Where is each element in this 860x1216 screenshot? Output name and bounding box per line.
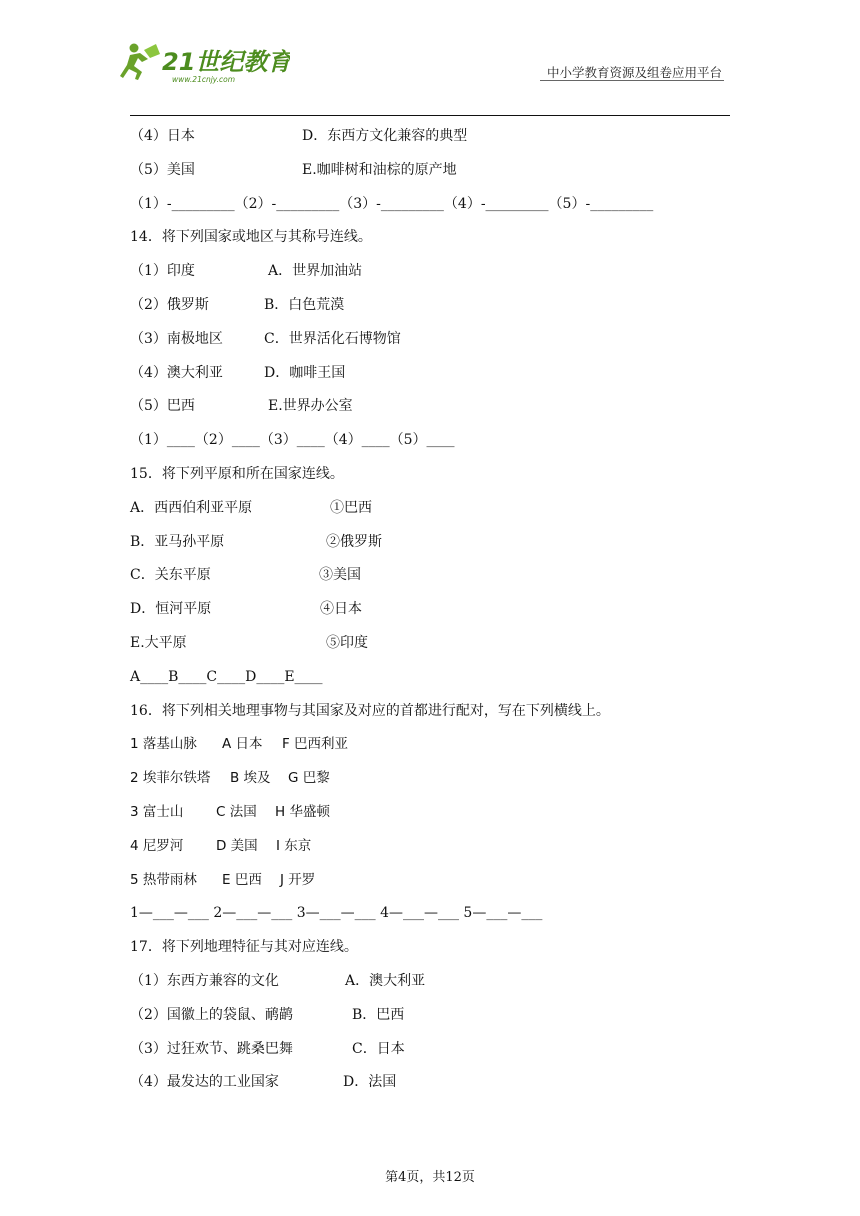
q15-row-a-right: ①巴西 bbox=[330, 499, 372, 516]
q13-row-4-left: （4）日本 bbox=[130, 128, 195, 144]
q16-title bbox=[130, 695, 730, 729]
q14-row-1-left: （1）印度 bbox=[130, 263, 195, 280]
q15-row-b bbox=[130, 526, 730, 560]
q15-row-c bbox=[130, 559, 730, 593]
q16-row-4 bbox=[130, 830, 730, 864]
q15-row-a-left: A．西西伯利亚平原 bbox=[130, 499, 253, 516]
q13-row-4 bbox=[130, 120, 730, 154]
q17-row-3-left: （3）过狂欢节、跳桑巴舞 bbox=[130, 1040, 293, 1057]
q16-row-5-capital: J 开罗 bbox=[280, 871, 316, 888]
q13-row-5-left: （5）美国 bbox=[130, 161, 195, 178]
svg-text:www.21cnjy.com: www.21cnjy.com bbox=[172, 75, 236, 84]
q16-answer-text: 1—___—___ 2—___—___ 3—___—___ 4—___—___ 5—___—___ bbox=[130, 905, 543, 922]
site-logo bbox=[120, 40, 290, 86]
q16-row-1-country: A 日本 bbox=[222, 736, 263, 753]
q14-row-5 bbox=[130, 390, 730, 424]
q14-row-3 bbox=[130, 323, 730, 357]
q16-row-1-capital: F 巴西利亚 bbox=[282, 736, 349, 753]
runner-logo-icon bbox=[120, 40, 290, 86]
q15-row-a bbox=[130, 492, 730, 526]
q16-row-5-item: 5 热带雨林 bbox=[130, 871, 197, 888]
q14-row-2-right: B．白色荒漠 bbox=[264, 296, 345, 313]
q14-title-text: 14．将下列国家或地区与其称号连线。 bbox=[130, 229, 372, 246]
q15-answer-text: A____B____C____D____E____ bbox=[130, 668, 323, 685]
q13-row-5-right: E.咖啡树和油棕的原产地 bbox=[302, 161, 457, 178]
q16-row-4-country: D 美国 bbox=[216, 837, 258, 854]
q15-row-b-left: B．亚马孙平原 bbox=[130, 533, 225, 550]
q13-answer-line bbox=[130, 188, 730, 222]
q14-row-3-right: C．世界活化石博物馆 bbox=[264, 330, 401, 347]
page-footer: 第4页，共12页 bbox=[385, 1170, 475, 1185]
site-name: 中小学教育资源及组卷应用平台 bbox=[546, 65, 722, 80]
q14-row-3-left: （3）南极地区 bbox=[130, 330, 223, 347]
q16-answer-line bbox=[130, 897, 730, 931]
q16-row-1 bbox=[130, 728, 730, 762]
q17-row-4-right: D．法国 bbox=[343, 1074, 397, 1091]
q16-row-5-country: E 巴西 bbox=[222, 871, 262, 888]
q17-row-3 bbox=[130, 1033, 730, 1067]
q16-row-3 bbox=[130, 796, 730, 830]
q13-row-5 bbox=[130, 154, 730, 188]
q16-row-2-capital: G 巴黎 bbox=[288, 770, 330, 787]
q15-row-d bbox=[130, 593, 730, 627]
q15-row-b-right: ②俄罗斯 bbox=[326, 533, 382, 550]
q16-row-2-item: 2 埃菲尔铁塔 bbox=[130, 770, 211, 787]
header-divider bbox=[130, 115, 730, 116]
q14-row-1 bbox=[130, 255, 730, 289]
q15-answer-line bbox=[130, 661, 730, 695]
q17-row-1-right: A．澳大利亚 bbox=[345, 972, 426, 989]
q16-row-4-item: 4 尼罗河 bbox=[130, 837, 184, 854]
q15-row-d-right: ④日本 bbox=[320, 601, 362, 618]
q14-row-1-right: A．世界加油站 bbox=[268, 263, 363, 280]
header-underline bbox=[540, 80, 724, 81]
q17-row-4 bbox=[130, 1066, 730, 1100]
q16-row-2-country: B 埃及 bbox=[230, 770, 271, 787]
q14-row-4-left: （4）澳大利亚 bbox=[130, 364, 223, 381]
q16-row-2 bbox=[130, 762, 730, 796]
q17-row-2 bbox=[130, 999, 730, 1033]
q15-row-e bbox=[130, 627, 730, 661]
q14-row-5-right: E.世界办公室 bbox=[268, 398, 353, 415]
q16-row-4-capital: I 东京 bbox=[276, 837, 312, 854]
q16-title-text: 16．将下列相关地理事物与其国家及对应的首都进行配对，写在下列横线上。 bbox=[130, 702, 610, 719]
q14-title bbox=[130, 221, 730, 255]
q15-title-text: 15．将下列平原和所在国家连线。 bbox=[130, 465, 344, 482]
q13-row-4-right: D．东西方文化兼容的典型 bbox=[302, 128, 468, 144]
q16-row-3-item: 3 富士山 bbox=[130, 803, 184, 820]
q17-row-2-left: （2）国徽上的袋鼠、鸸鹋 bbox=[130, 1006, 293, 1023]
q16-row-5 bbox=[130, 864, 730, 898]
q15-row-c-right: ③美国 bbox=[319, 567, 361, 584]
q14-row-4 bbox=[130, 357, 730, 391]
q16-row-1-item: 1 落基山脉 bbox=[130, 736, 197, 753]
q16-row-3-country: C 法国 bbox=[216, 803, 257, 820]
q14-answer-text: （1）____（2）____（3）____（4）____（5）____ bbox=[130, 432, 455, 449]
q13-answer-text: （1）-_________（2）-_________（3）-_________（4）-_________（5）-_________ bbox=[130, 195, 654, 212]
svg-text:21世纪教育: 21世纪教育 bbox=[162, 48, 290, 76]
q17-row-4-left: （4）最发达的工业国家 bbox=[130, 1074, 279, 1091]
q15-row-d-left: D．恒河平原 bbox=[130, 601, 212, 618]
q17-title-text: 17．将下列地理特征与其对应连线。 bbox=[130, 939, 358, 956]
q16-row-3-capital: H 华盛顿 bbox=[275, 803, 330, 820]
document-body bbox=[130, 120, 730, 1100]
q15-title bbox=[130, 458, 730, 492]
q14-answer-line bbox=[130, 424, 730, 458]
page-header bbox=[0, 0, 860, 120]
q14-row-5-left: （5）巴西 bbox=[130, 398, 195, 415]
q14-row-2-left: （2）俄罗斯 bbox=[130, 296, 209, 313]
q15-row-c-left: C．关东平原 bbox=[130, 567, 211, 584]
q17-row-3-right: C．日本 bbox=[352, 1040, 405, 1057]
q15-row-e-right: ⑤印度 bbox=[326, 634, 368, 651]
q14-row-4-right: D．咖啡王国 bbox=[264, 364, 346, 381]
q17-title bbox=[130, 931, 730, 965]
q17-row-1 bbox=[130, 965, 730, 999]
q17-row-1-left: （1）东西方兼容的文化 bbox=[130, 972, 279, 989]
q17-row-2-right: B．巴西 bbox=[352, 1006, 405, 1023]
q15-row-e-left: E.大平原 bbox=[130, 634, 187, 651]
q14-row-2 bbox=[130, 289, 730, 323]
